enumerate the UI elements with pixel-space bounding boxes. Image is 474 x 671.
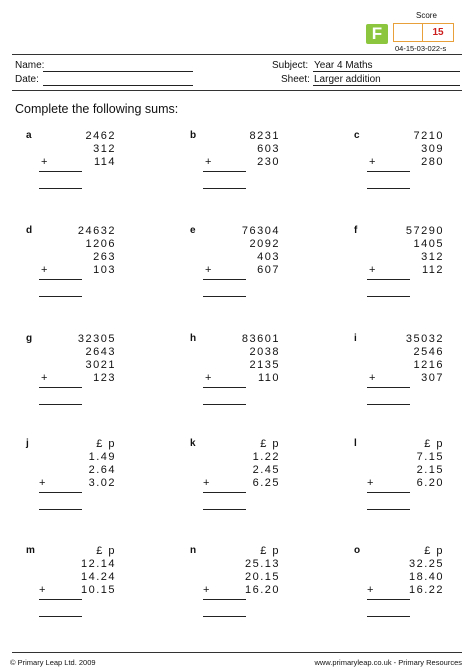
answer-line [367,188,410,189]
problem-o [354,545,474,620]
plus-sign: + [41,156,48,168]
plus-sign: + [41,372,48,384]
score-label: Score [416,11,437,20]
addend: 16.20 [244,584,280,596]
plus-sign: + [39,584,46,596]
sum-underline [367,599,410,600]
sheet-label: Sheet: [281,74,310,85]
footer-website: www.primaryleap.co.uk - Primary Resources [314,658,462,667]
addend: 112 [421,264,444,276]
addend: 403 [257,251,280,263]
problem-n [190,545,310,620]
problem-letter: k [190,438,196,449]
addend: 3021 [85,359,116,371]
plus-sign: + [41,264,48,276]
problem-k [190,438,310,513]
addend: 603 [257,143,280,155]
addend: 8231 [249,130,280,142]
problem-letter: j [26,438,29,449]
addend: 110 [257,372,280,384]
addend: 2.64 [88,464,116,476]
problem-letter: g [26,333,33,344]
problem-letter: h [190,333,197,344]
primary-leap-logo: F [366,24,388,44]
problem-g [26,333,146,408]
plus-sign: + [369,156,376,168]
addend: 35032 [405,333,444,345]
answer-line [203,188,246,189]
problem-h [190,333,310,408]
addend: 1.49 [88,451,116,463]
currency-header: £ p [260,438,280,450]
currency-header: £ p [96,438,116,450]
plus-sign: + [369,372,376,384]
answer-line [367,296,410,297]
sum-underline [39,279,82,280]
addend: 123 [93,372,116,384]
answer-line [39,404,82,405]
addend: 312 [93,143,116,155]
score-value: 15 [423,23,454,42]
answer-line [203,509,246,510]
problem-letter: f [354,225,358,236]
problem-letter: e [190,225,196,236]
sum-underline [39,171,82,172]
problem-b [190,130,310,205]
addend: 2643 [85,346,116,358]
addend: 2.15 [416,464,444,476]
addend: 83601 [241,333,280,345]
subject-label: Subject: [272,60,309,71]
addend: 18.40 [408,571,444,583]
problem-c [354,130,474,205]
sum-underline [367,492,410,493]
plus-sign: + [369,264,376,276]
currency-header: £ p [424,438,444,450]
addend: 2546 [413,346,444,358]
plus-sign: + [203,477,210,489]
answer-line [203,616,246,617]
addend: 312 [421,251,444,263]
addend: 230 [257,156,280,168]
addend: 2.45 [252,464,280,476]
addend: 2092 [249,238,280,250]
problem-letter: a [26,130,32,141]
date-field-line [43,85,193,86]
sum-underline [203,279,246,280]
sum-underline [367,387,410,388]
addend: 3.02 [88,477,116,489]
addend: 1216 [413,359,444,371]
addend: 2038 [249,346,280,358]
score-input-box [393,23,423,42]
addend: 607 [257,264,280,276]
addend: 24632 [77,225,116,237]
header-bottom-rule [12,90,462,91]
answer-line [367,616,410,617]
date-label: Date: [15,74,39,85]
addend: 307 [421,372,444,384]
header-top-rule [12,54,462,55]
plus-sign: + [367,584,374,596]
problem-e [190,225,310,300]
addend: 32305 [77,333,116,345]
problem-letter: m [26,545,35,556]
problem-j [26,438,146,513]
sum-underline [39,492,82,493]
problem-d [26,225,146,300]
instruction-title: Complete the following sums: [15,102,179,116]
sheet-value: Larger addition [314,74,381,85]
addend: 6.20 [416,477,444,489]
addend: 12.14 [80,558,116,570]
sheet-field-line [313,85,460,86]
addend: 7.15 [416,451,444,463]
addend: 16.22 [408,584,444,596]
problem-m [26,545,146,620]
subject-value: Year 4 Maths [314,60,373,71]
subject-field-line [313,71,460,72]
answer-line [39,296,82,297]
addend: 309 [421,143,444,155]
problem-letter: o [354,545,361,556]
answer-line [39,188,82,189]
currency-header: £ p [96,545,116,557]
addend: 2135 [249,359,280,371]
currency-header: £ p [260,545,280,557]
answer-line [203,296,246,297]
answer-line [367,509,410,510]
plus-sign: + [205,264,212,276]
plus-sign: + [203,584,210,596]
answer-line [39,616,82,617]
plus-sign: + [205,156,212,168]
addend: 1.22 [252,451,280,463]
plus-sign: + [39,477,46,489]
addend: 25.13 [244,558,280,570]
answer-line [203,404,246,405]
problem-letter: b [190,130,197,141]
addend: 103 [93,264,116,276]
answer-line [39,509,82,510]
addend: 6.25 [252,477,280,489]
addend: 1405 [413,238,444,250]
problem-f [354,225,474,300]
addend: 114 [93,156,116,168]
addend: 1206 [85,238,116,250]
addend: 14.24 [80,571,116,583]
problem-a [26,130,146,205]
problem-letter: l [354,438,357,449]
problem-letter: n [190,545,197,556]
addend: 32.25 [408,558,444,570]
footer-rule [12,652,462,653]
addend: 10.15 [80,584,116,596]
currency-header: £ p [424,545,444,557]
answer-line [367,404,410,405]
plus-sign: + [205,372,212,384]
name-field-line [43,71,193,72]
addend: 76304 [241,225,280,237]
addend: 280 [421,156,444,168]
sum-underline [367,279,410,280]
sum-underline [367,171,410,172]
problem-i [354,333,474,408]
name-label: Name: [15,60,45,71]
footer-copyright: © Primary Leap Ltd. 2009 [10,658,96,667]
addend: 2462 [85,130,116,142]
problem-letter: i [354,333,357,344]
addend: 263 [93,251,116,263]
sum-underline [203,492,246,493]
sum-underline [203,599,246,600]
problem-letter: d [26,225,33,236]
sum-underline [203,387,246,388]
addend: 20.15 [244,571,280,583]
addend: 7210 [413,130,444,142]
sum-underline [39,387,82,388]
addend: 57290 [405,225,444,237]
sum-underline [39,599,82,600]
problem-l [354,438,474,513]
sum-underline [203,171,246,172]
plus-sign: + [367,477,374,489]
sheet-code: 04-15-03-022-s [395,44,447,53]
problem-letter: c [354,130,360,141]
